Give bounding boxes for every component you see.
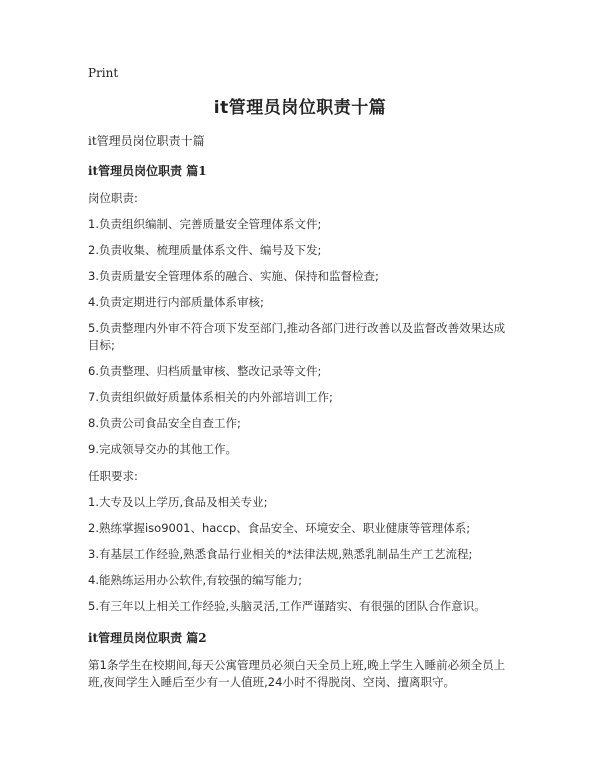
- duty-item: 2.负责收集、梳理质量体系文件、编号及下发;: [88, 243, 322, 257]
- duty-item: 5.负责整理内外审不符合项下发至部门,推动各部门进行改善以及监督改善效果达成目标;: [88, 321, 506, 352]
- print-label: Print: [88, 66, 119, 80]
- duty-item: 7.负责组织做好质量体系相关的内外部培训工作;: [88, 390, 333, 404]
- requirement-item: 5.有三年以上相关工作经验,头脑灵活,工作严谨踏实、有很强的团队合作意识。: [88, 599, 486, 613]
- section-2-heading: it管理员岗位职责 篇2: [88, 631, 207, 645]
- requirement-item: 3.有基层工作经验,熟悉食品行业相关的*法律法规,熟悉乳制品生产工艺流程;: [88, 547, 473, 561]
- requirement-item: 4.能熟练运用办公软件,有较强的编写能力;: [88, 573, 303, 587]
- section-1-heading: it管理员岗位职责 篇1: [88, 164, 207, 178]
- duties-label: 岗位职责:: [88, 191, 138, 205]
- section-2-paragraph: 第1条学生在校期间,每天公寓管理员必须白天全员上班,晚上学生入睡前必须全员上班,夜间学生入睡后至少有一人值班,24小时不得脱岗、空岗、擅离职守。: [88, 658, 506, 689]
- duty-item: 9.完成领导交办的其他工作。: [88, 442, 237, 456]
- duty-item: 3.负责质量安全管理体系的融合、实施、保持和监督检查;: [88, 269, 379, 283]
- document-title: it管理员岗位职责十篇: [213, 98, 387, 118]
- requirements-list: [88, 494, 512, 615]
- duties-list: [88, 216, 512, 458]
- document-subtitle: it管理员岗位职责十篇: [88, 134, 205, 148]
- requirements-label: 任职要求:: [88, 469, 138, 483]
- duty-item: 1.负责组织编制、完善质量安全管理体系文件;: [88, 217, 322, 231]
- duty-item: 6.负责整理、归档质量审核、整改记录等文件;: [88, 364, 322, 378]
- requirement-item: 1.大专及以上学历,食品及相关专业;: [88, 495, 268, 509]
- duty-item: 8.负责公司食品安全自查工作;: [88, 416, 241, 430]
- requirement-item: 2.熟练掌握iso9001、haccp、食品安全、环境安全、职业健康等管理体系;: [88, 521, 471, 535]
- section-2: [88, 631, 512, 691]
- duty-item: 4.负责定期进行内部质量体系审核;: [88, 295, 264, 309]
- section-1: [88, 164, 512, 615]
